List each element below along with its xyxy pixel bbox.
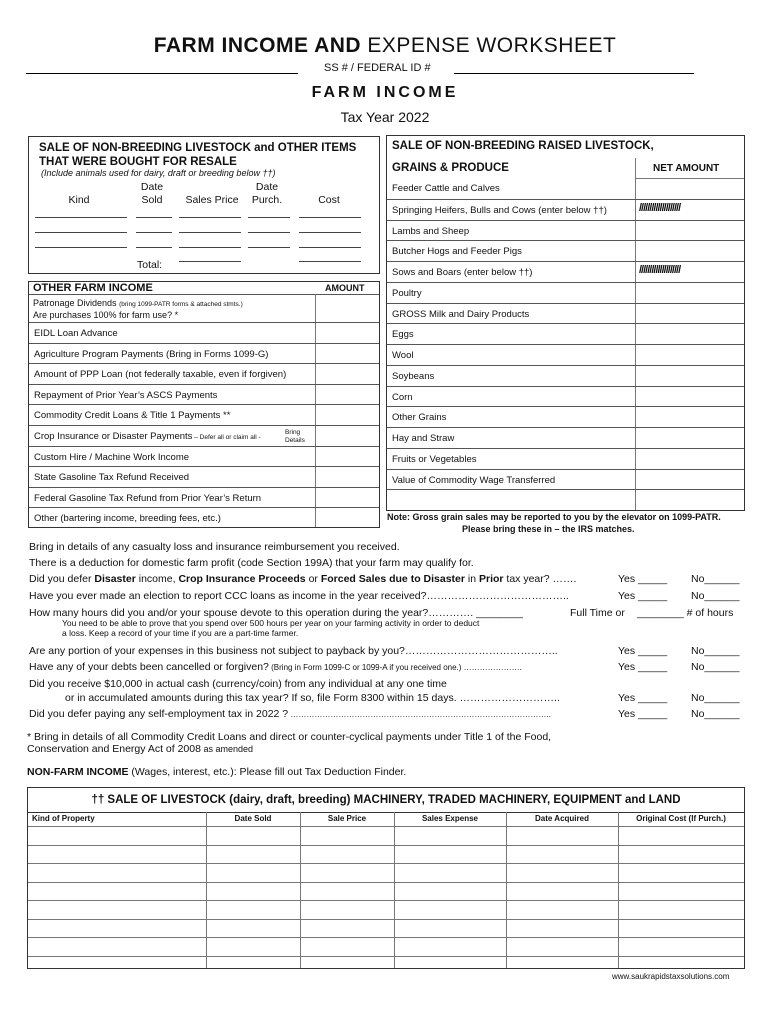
full-time-label: Full Time or (570, 607, 625, 619)
other-income-label: Amount of PPP Loan (not federally taxable, even if forgiven) (34, 369, 287, 381)
table-col-header: Date Sold (234, 814, 272, 823)
section-title: FARM INCOME (311, 84, 459, 101)
table-col-divider (206, 812, 207, 968)
raised-item-label: Butcher Hogs and Feeder Pigs (392, 246, 522, 258)
yes-blank[interactable]: Yes _____ (618, 645, 668, 657)
raised-item-label: Eggs (392, 329, 414, 341)
q7-se-tax: Did you defer paying any self-employment tax in 2022 ? …………………………………………………………………………………….. (29, 708, 551, 720)
no-blank[interactable]: No______ (691, 590, 740, 602)
other-income-label: Federal Gasoline Tax Refund from Prior Year’s Return (34, 492, 262, 504)
table-col-header: Original Cost (If Purch.) (636, 814, 726, 823)
raised-item-row[interactable] (387, 365, 744, 387)
raised-item-label: Springing Heifers, Bulls and Cows (enter below ††) (392, 204, 607, 216)
resale-blank[interactable] (299, 217, 361, 218)
table-col-header: Kind of Property (32, 814, 95, 823)
raised-item-label: Poultry (392, 287, 422, 299)
resale-blank[interactable] (136, 247, 172, 248)
patronage-label: Patronage Dividends (33, 298, 117, 308)
col-date-purch: Date Purch. (251, 181, 283, 206)
table-row-line[interactable] (28, 882, 744, 883)
resale-blank[interactable] (248, 217, 290, 218)
resale-blank[interactable] (136, 217, 172, 218)
raised-livestock-box (386, 135, 745, 511)
raised-item-row[interactable] (387, 344, 744, 366)
q6-cash-a: Did you receive $10,000 in actual cash (currency/coin) from any individual at any one time (29, 678, 447, 690)
table-col-header: Sales Expense (421, 814, 479, 823)
raised-item-row[interactable] (387, 386, 744, 408)
raised-item-label: Hay and Straw (392, 433, 455, 444)
patronage-row[interactable] (29, 295, 315, 322)
col-cost: Cost (318, 194, 340, 206)
grain-note-1: Note: Gross grain sales may be reported to you by the elevator on 1099-PATR. (387, 512, 721, 522)
raised-item-row[interactable] (387, 303, 744, 325)
other-income-row[interactable] (29, 466, 379, 488)
raised-item-row[interactable] (387, 469, 744, 491)
raised-item-row[interactable] (387, 323, 744, 345)
table-col-header: Sale Price (327, 814, 367, 823)
other-income-row[interactable] (29, 343, 379, 365)
resale-blank[interactable] (179, 247, 241, 248)
other-income-label: Other (bartering income, breeding fees, etc.) (34, 513, 221, 525)
other-income-label: State Gasoline Tax Refund Received (34, 472, 190, 484)
table-col-divider (394, 812, 395, 968)
other-farm-income-box (28, 281, 380, 528)
other-income-row[interactable] (29, 404, 379, 426)
col-date-sold: Date Sold (140, 181, 164, 206)
raised-item-row[interactable] (387, 220, 744, 242)
no-blank[interactable]: No______ (691, 573, 740, 585)
yes-blank[interactable]: Yes _____ (618, 692, 668, 704)
q3-note-1: You need to be able to prove that you spend over 500 hours per year on your farming activity in order to deduct (62, 618, 480, 628)
hatched-amount: //////////////////// (639, 264, 681, 276)
table-title-line (28, 812, 744, 813)
raised-item-label: Fruits or Vegetables (392, 453, 477, 465)
patronage-question: Are purchases 100% for farm use? * (33, 310, 179, 320)
footnote-line2: Conservation and Energy Act of 2008 as amended (27, 743, 253, 755)
yes-blank[interactable]: Yes _____ (618, 661, 668, 673)
q5-debts: Have any of your debts been cancelled or forgiven? (Bring in Form 1099-C or 1099-A if you received one.) …………………. (29, 661, 522, 673)
col-kind: Kind (68, 194, 90, 206)
raised-heading-1: SALE OF NON-BREEDING RAISED LIVESTOCK, (392, 140, 654, 152)
other-income-label: EIDL Loan Advance (34, 328, 118, 339)
resale-blank[interactable] (179, 217, 241, 218)
table-col-header: Date Acquired (535, 814, 589, 823)
website: www.saukrapidstaxsolutions.com (612, 972, 730, 981)
other-income-row[interactable] (29, 507, 379, 529)
raised-item-label: Corn (392, 391, 413, 403)
raised-item-label: Soybeans (392, 370, 435, 382)
raised-item-row[interactable] (387, 261, 744, 283)
table-row-line[interactable] (28, 845, 744, 846)
no-blank[interactable]: No______ (691, 692, 740, 704)
other-income-row[interactable] (29, 322, 379, 344)
table-row-line[interactable] (28, 863, 744, 864)
other-income-row[interactable] (29, 384, 379, 406)
resale-blank[interactable] (248, 247, 290, 248)
yes-blank[interactable]: Yes _____ (618, 573, 668, 585)
table-row-line[interactable] (28, 919, 744, 920)
resale-blank[interactable] (136, 232, 172, 233)
table-row-line[interactable] (28, 900, 744, 901)
crop-insurance-label (34, 431, 261, 442)
raised-item-row[interactable] (387, 406, 744, 428)
hatched-amount: //////////////////// (639, 201, 681, 214)
ss-label: SS # / FEDERAL ID # (324, 62, 431, 74)
resale-note: (Include animals used for dairy, draft or breeding below ††) (41, 168, 276, 178)
raised-item-row[interactable] (387, 427, 744, 449)
resale-blank[interactable] (299, 261, 361, 262)
resale-blank[interactable] (35, 232, 127, 233)
footnote-line1: * Bring in details of all Commodity Credit Loans and direct or counter-cyclical payments under Title 1 of the Food, (27, 731, 552, 743)
col-sales-price: Sales Price (185, 194, 239, 206)
other-income-label: Custom Hire / Machine Work Income (34, 451, 190, 463)
crop-label-note: – Defer all or claim all - (192, 434, 261, 441)
q1-disaster: Did you defer Disaster income, Crop Insurance Proceeds or Forced Sales due to Disaster in Prior tax year? ……. (29, 573, 577, 585)
raised-item-label: Sows and Boars (enter below ††) (392, 267, 533, 278)
other-income-label: Agriculture Program Payments (Bring in Forms 1099-G) (34, 348, 269, 360)
resale-livestock-box (28, 136, 380, 274)
resale-blank[interactable] (248, 232, 290, 233)
q2-ccc: Have you ever made an election to report CCC loans as income in the year received?………………………………….. (29, 590, 569, 602)
table-row-line[interactable] (28, 956, 744, 957)
other-income-label: Commodity Credit Loans & Title 1 Payments ** (34, 410, 231, 422)
raised-item-row[interactable] (387, 199, 744, 221)
grain-note-2: Please bring these in – the IRS matches. (462, 524, 635, 534)
hours-blank[interactable]: ________ # of hours (637, 607, 734, 619)
other-income-row[interactable] (29, 363, 379, 385)
resale-blank[interactable] (299, 247, 361, 248)
other-farm-heading: OTHER FARM INCOME (33, 282, 153, 294)
table-title: †† SALE OF LIVESTOCK (dairy, draft, breeding) MACHINERY, TRADED MACHINERY, EQUIPMENT and LAND (91, 794, 681, 806)
resale-heading: SALE OF NON-BREEDING LIVESTOCK and OTHER ITEMS THAT WERE BOUGHT FOR RESALE (39, 142, 357, 168)
raised-item-row[interactable] (387, 282, 744, 304)
resale-blank[interactable] (299, 232, 361, 233)
raised-bottom-line (387, 489, 744, 490)
raised-item-label: Other Grains (392, 412, 447, 424)
raised-item-label: GROSS Milk and Dairy Products (392, 308, 530, 320)
raised-item-label: Wool (392, 350, 414, 361)
livestock-machinery-table (27, 787, 745, 969)
raised-heading-2: GRAINS & PRODUCE (392, 162, 509, 174)
resale-blank[interactable] (179, 261, 241, 262)
raised-item-label: Feeder Cattle and Calves (392, 183, 500, 194)
q3-hours: How many hours did you and/or your spouse devote to this operation during the year?…………. ________ (29, 607, 523, 619)
raised-item-row[interactable] (387, 448, 744, 470)
resale-blank[interactable] (35, 247, 127, 248)
q3-note-2: a loss. Keep a record of your time if you are a part-time farmer. (62, 628, 299, 638)
table-col-divider (506, 812, 507, 968)
other-income-label: Repayment of Prior Year’s ASCS Payments (34, 389, 218, 401)
raised-item-label: Value of Commodity Wage Transferred (392, 474, 556, 486)
raised-item-row[interactable] (387, 178, 744, 199)
other-farm-header (29, 282, 379, 295)
resale-blank[interactable] (179, 232, 241, 233)
other-income-row[interactable] (29, 446, 379, 468)
page-title: FARM INCOME AND EXPENSE WORKSHEET (153, 34, 617, 57)
raised-item-label: Lambs and Sheep (392, 225, 470, 237)
other-income-row[interactable] (29, 487, 379, 509)
total-label: Total: (137, 259, 163, 271)
table-row-line[interactable] (28, 937, 744, 938)
yes-blank[interactable]: Yes _____ (618, 590, 668, 602)
crop-insurance-row[interactable] (29, 425, 379, 447)
no-blank[interactable]: No______ (691, 661, 740, 673)
tax-year: Tax Year 2022 (340, 109, 430, 125)
amount-heading: AMOUNT (325, 283, 365, 293)
net-amount-heading: NET AMOUNT (653, 163, 720, 174)
name-blank[interactable] (26, 73, 298, 74)
table-col-divider (300, 812, 301, 968)
q6-cash-b: or in accumulated amounts during this tax year? If so, file Form 8300 within 15 days. ……………………….. (65, 692, 560, 704)
deduction-text: There is a deduction for domestic farm profit (code Section 199A) that your farm may qualify for. (29, 557, 474, 569)
no-blank[interactable]: No______ (691, 708, 740, 720)
ss-blank[interactable] (454, 73, 694, 74)
table-col-divider (618, 812, 619, 968)
casualty-text: Bring in details of any casualty loss and insurance reimbursement you received. (29, 541, 400, 553)
table-row-line[interactable] (28, 826, 744, 827)
bring-details: Bring Details (285, 429, 305, 444)
q4-payback: Are any portion of your expenses in this business not subject to payback by you?…………………………………….. (29, 645, 558, 657)
resale-blank[interactable] (35, 217, 127, 218)
no-blank[interactable]: No______ (691, 645, 740, 657)
crop-label-main: Crop Insurance or Disaster Payments (34, 431, 193, 442)
patronage-note: (bring 1099-PATR forms & attached stmts.) (119, 301, 243, 308)
non-farm-income: NON-FARM INCOME (Wages, interest, etc.): Please fill out Tax Deduction Finder. (27, 766, 407, 778)
yes-blank[interactable]: Yes _____ (618, 708, 668, 720)
raised-item-row[interactable] (387, 240, 744, 262)
